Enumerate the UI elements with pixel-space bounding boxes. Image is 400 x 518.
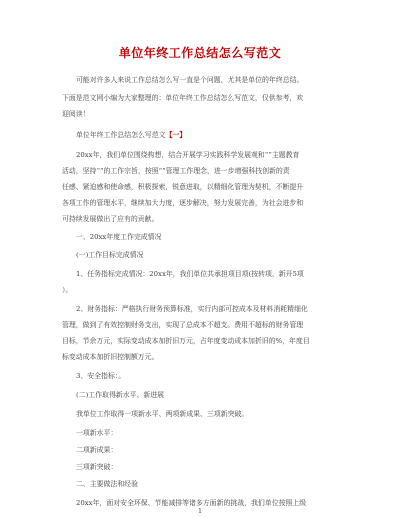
para1-line-1: 20xx年，我们单位围绕构想，结合开展学习实践科学发展观和“”主题教育 <box>76 151 300 159</box>
para1-line-3: 任感、紧迫感和使命感，积极探索，锐意进取，以精细化管理为契机，不断提升 <box>62 183 304 191</box>
intro-line-2: 下面是范文网小编为大家整理的：单位年终工作总结怎么写范文，仅供参考，欢 <box>62 94 304 102</box>
intro-line-3: 迎阅读！ <box>62 110 90 118</box>
section-heading: 单位年终工作总结怎么写范文【一】 <box>76 131 187 139</box>
heading-2: 二、主要做法和经验 <box>76 480 139 488</box>
intro-line-1: 可能对许多人来说工作总结怎么写一直是个问题，尤其是单位的年终总结。 <box>76 76 304 84</box>
item2-line-1: 2、财务指标：严格执行财务预算标准，实行内部可控成本及材料消耗精细化 <box>76 305 308 313</box>
page-number: 1 <box>198 508 202 515</box>
heading-1b: (二)工作取得新水平、新进展 <box>76 391 165 399</box>
para1-line-4: 各项工作的管理水平，继续加大力度，逐步解决，努力发展完善，为社会进步和 <box>62 199 304 207</box>
item1-line-2: ）。 <box>62 286 73 294</box>
two-new-results: 二项新成果： <box>76 446 118 454</box>
para1-line-2: 活动，坚持“”的工作宗旨，按照“”管理工作理念，进一步增强科技创新的责 <box>62 167 290 175</box>
achievement-summary: 我单位工作取得一项新水平、两项新成果、三项新突破。 <box>76 410 249 418</box>
item3: 3、安全指标：。 <box>76 372 126 380</box>
three-new-breakthroughs: 三项新突破： <box>76 463 118 471</box>
heading-1a: (一)工作目标完成情况 <box>76 251 144 259</box>
final-line: 20xx年，面对安全环保、节能减排等诸多方面新的挑战，我们单位按照上级 <box>76 499 307 507</box>
one-new-level: 一项新水平： <box>76 429 118 437</box>
para1-line-5: 可持续发展做出了应有的贡献。 <box>62 215 159 223</box>
item1-line-1: 1、任务指标完成情况：20xx年，我们单位共承担项目项(按转项，新开5项 <box>76 270 304 278</box>
item2-line-4: 标变动成本加折旧控制额万元。 <box>62 353 159 361</box>
document-title: 单位年终工作总结怎么写范文 <box>118 46 282 60</box>
item2-line-2: 管理，做到了有效控制财务支出，实现了总成本不超支。费用不超标的财务管理 <box>62 321 304 329</box>
heading-1: 一、20xx年度工作完成情况 <box>76 233 162 241</box>
item2-line-3: 目标，节余万元，实际变动成本加折旧万元，占年度变动成本加折旧的%，年度目 <box>62 337 310 345</box>
section-marker: 【一】 <box>165 131 187 139</box>
